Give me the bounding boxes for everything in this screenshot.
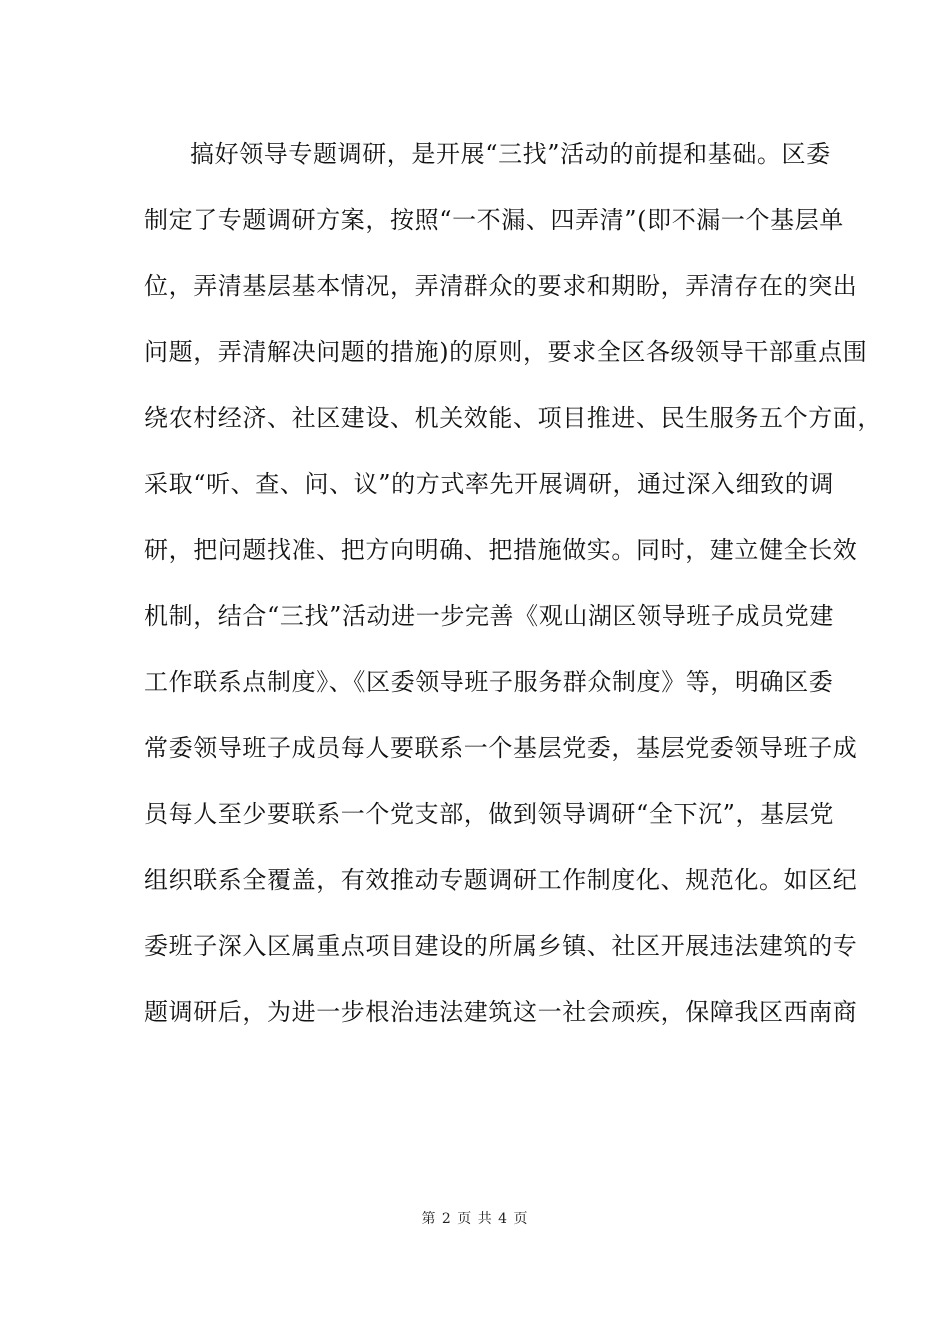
paragraph-line-14: 题调研后，为进一步根治违法建筑这一社会顽疾，保障我区西南商	[144, 998, 858, 1026]
paragraph-line-7: 研，把问题找准、把方向明确、把措施做实。同时，建立健全长效	[144, 536, 858, 564]
body-paragraph	[144, 130, 882, 1054]
paragraph-line-4: 问题，弄清解决问题的措施)的原则，要求全区各级领导干部重点围	[144, 338, 868, 366]
paragraph-line-11: 员每人至少要联系一个党支部，做到领导调研“全下沉”，基层党	[144, 800, 834, 828]
paragraph-line-3: 位，弄清基层基本情况，弄清群众的要求和期盼，弄清存在的突出	[144, 272, 858, 300]
paragraph-line-12: 组织联系全覆盖，有效推动专题调研工作制度化、规范化。如区纪	[144, 866, 858, 894]
paragraph-line-9: 工作联系点制度》、《区委领导班子服务群众制度》等，明确区委	[144, 668, 834, 696]
page-footer	[0, 1208, 950, 1228]
paragraph-line-2: 制定了专题调研方案，按照“一不漏、四弄清”(即不漏一个基层单	[144, 206, 844, 234]
paragraph-line-10: 常委领导班子成员每人要联系一个基层党委，基层党委领导班子成	[144, 734, 858, 762]
paragraph-line-6: 采取“听、查、问、议”的方式率先开展调研，通过深入细致的调	[144, 470, 834, 498]
paragraph-line-13: 委班子深入区属重点项目建设的所属乡镇、社区开展违法建筑的专	[144, 932, 858, 960]
paragraph-line-5: 绕农村经济、社区建设、机关效能、项目推进、民生服务五个方面，	[144, 404, 882, 432]
paragraph-line-8: 机制，结合“三找”活动进一步完善《观山湖区领导班子成员党建	[144, 602, 834, 630]
page-number: 第 2 页 共 4 页	[421, 1211, 529, 1227]
paragraph-line-1: 搞好领导专题调研，是开展“三找”活动的前提和基础。区委	[190, 140, 831, 168]
